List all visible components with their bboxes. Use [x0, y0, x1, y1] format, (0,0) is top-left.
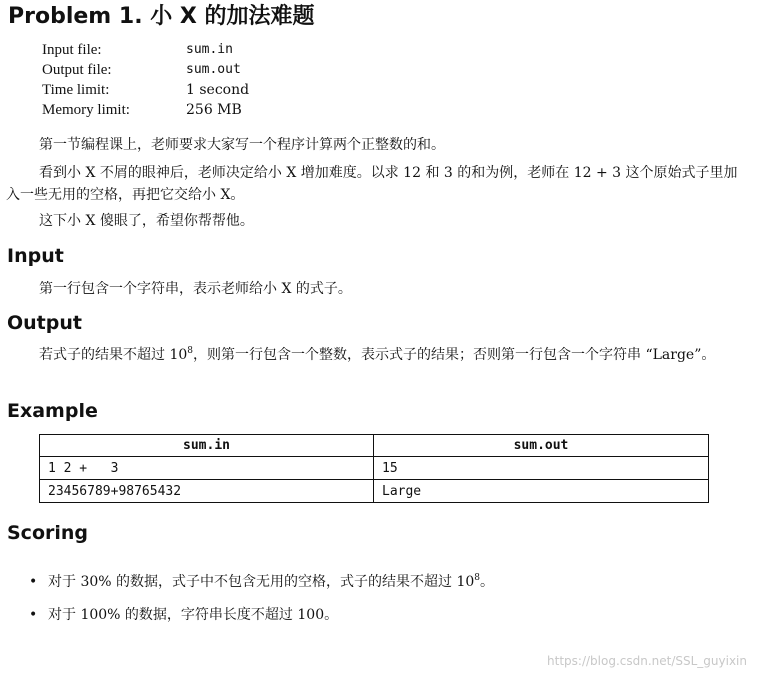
table-row — [40, 457, 709, 480]
statement-paragraph-3: 这下小 X 傻眼了，希望你帮帮他。 — [39, 213, 254, 229]
scoring-heading: Scoring — [7, 522, 89, 544]
statement-paragraph-2: 看到小 X 不屑的眼神后，老师决定给小 X 增加难度。以求 12 和 3 的和为例，老师在 12 + 3 这个原始式子里加入一些无用的空格，再把它交给小 X。 — [6, 165, 738, 203]
input-file-row — [42, 40, 249, 60]
example-col-in: sum.in — [40, 435, 374, 457]
list-item — [28, 570, 494, 603]
problem-title: Problem 1. 小 X 的加法难题 — [8, 4, 315, 29]
example-output-cell: 15 — [374, 457, 709, 480]
example-input-cell: 1 2 + 3 — [40, 457, 374, 480]
example-header-row — [40, 435, 709, 457]
scoring-text-before-power: 对于 30% 的数据，式子中不包含无用的空格，式子的结果不超过 10 — [48, 574, 475, 590]
memory-limit-value: 256 MB — [186, 102, 242, 118]
example-heading: Example — [7, 400, 98, 422]
input-heading: Input — [7, 245, 64, 267]
problem-limits-table — [42, 40, 249, 120]
table-row — [40, 480, 709, 503]
input-description: 第一行包含一个字符串，表示老师给小 X 的式子。 — [39, 281, 352, 297]
memory-limit-row — [42, 100, 249, 120]
time-limit-value: 1 second — [186, 82, 250, 98]
bullet-icon: • — [29, 574, 38, 590]
output-file-label: Output file: — [42, 62, 112, 78]
statement-paragraph-1: 第一节编程课上，老师要求大家写一个程序计算两个正整数的和。 — [39, 137, 445, 153]
bullet-icon: • — [29, 607, 38, 623]
scoring-text: 对于 100% 的数据，字符串长度不超过 100。 — [48, 607, 339, 623]
output-power: 8 — [187, 346, 193, 356]
watermark: https://blog.csdn.net/SSL_guyixin — [547, 654, 747, 668]
list-item — [28, 603, 494, 636]
output-text-before-power: 若式子的结果不超过 10 — [39, 347, 188, 363]
input-file-value: sum.in — [186, 42, 233, 57]
time-limit-row — [42, 80, 249, 100]
output-heading: Output — [7, 312, 82, 334]
scoring-list — [28, 570, 494, 636]
input-file-label: Input file: — [42, 42, 102, 58]
example-col-out: sum.out — [374, 435, 709, 457]
scoring-text-after-power: 。 — [480, 574, 495, 590]
example-table — [39, 434, 709, 503]
scoring-power: 8 — [474, 573, 481, 583]
output-file-row — [42, 60, 249, 80]
example-input-cell: 23456789+98765432 — [40, 480, 374, 503]
time-limit-label: Time limit: — [42, 82, 110, 98]
output-description — [6, 344, 744, 366]
memory-limit-label: Memory limit: — [42, 102, 130, 118]
output-text-after-power: ，则第一行包含一个整数，表示式子的结果；否则第一行包含一个字符串 “Large”。 — [193, 347, 716, 363]
example-output-cell: Large — [374, 480, 709, 503]
output-file-value: sum.out — [186, 62, 241, 77]
